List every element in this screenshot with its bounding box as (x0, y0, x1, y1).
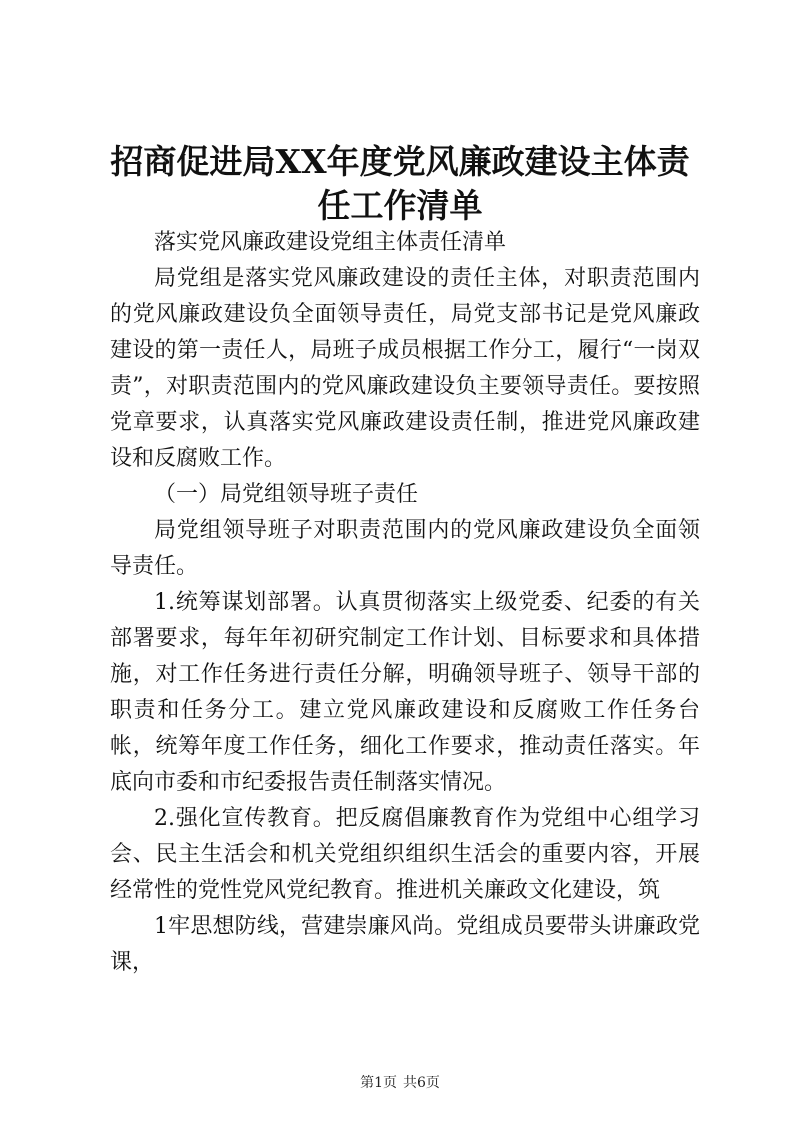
subsection-heading: （一）局党组领导班子责任 (154, 482, 419, 507)
page-footer (0, 1074, 800, 1092)
page-number: 第1页 (360, 1075, 397, 1091)
document-body (110, 225, 700, 981)
document-title: 招商促进局XX年度党风廉政建设主体责任工作清单 (110, 142, 690, 225)
section-heading: 落实党风廉政建设党组主体责任清单 (154, 230, 507, 255)
page-total: 共6页 (403, 1075, 440, 1091)
body-paragraph: 1.统筹谋划部署。认真贯彻落实上级党委、纪委的有关部署要求，每年年初研究制定工作计划、目标要求和具体措施，对工作任务进行责任分解，明确领导班子、领导干部的职责和任务分工。建立党风廉政建设和反腐败工作任务台帐，统筹年度工作任务，细化工作要求，推动责任落实。年底向市委和市纪委报告责任制落实情况。 (110, 590, 700, 795)
body-paragraph: 2.强化宣传教育。把反腐倡廉教育作为党组中心组学习会、民主生活会和机关党组织组织生活会的重要内容，开展经常性的党性党风党纪教育。推进机关廉政文化建设，筑 (110, 806, 700, 903)
body-paragraph: 1牢思想防线，营建崇廉风尚。党组成员要带头讲廉政党课， (110, 914, 700, 975)
body-paragraph: 局党组是落实党风廉政建设的责任主体，对职责范围内的党风廉政建设负全面领导责任，局党支部书记是党风廉政建设的第一责任人，局班子成员根据工作分工，履行“一岗双责”，对职责范围内的党风廉政建设负主要领导责任。要按照党章要求，认真落实党风廉政建设责任制，推进党风廉政建设和反腐败工作。 (110, 266, 700, 471)
body-paragraph: 局党组领导班子对职责范围内的党风廉政建设负全面领导责任。 (110, 518, 700, 579)
